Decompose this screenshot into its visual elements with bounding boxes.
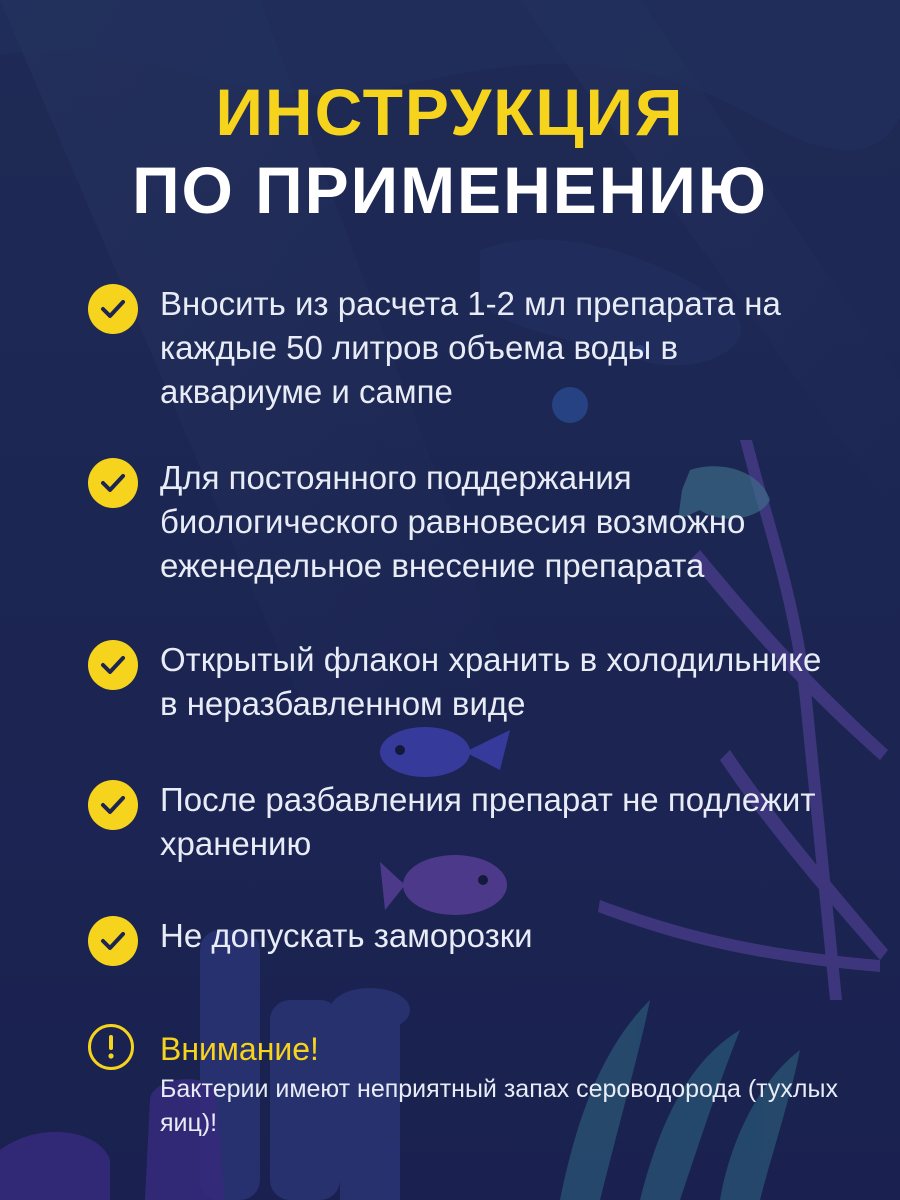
instruction-text: После разбавления препарат не подлежит хранению — [160, 781, 816, 862]
check-icon — [88, 916, 138, 966]
instruction-text: Открытый флакон хранить в холодильнике в неразбавленном виде — [160, 641, 822, 722]
exclamation-icon — [88, 1024, 134, 1070]
check-icon — [88, 640, 138, 690]
check-icon — [88, 780, 138, 830]
title-line-2: ПО ПРИМЕНЕНИЮ — [132, 153, 768, 227]
check-icon — [88, 284, 138, 334]
instruction-text: Для постоянного поддержания биологического равновесия возможно еженедельное внесение препарата — [160, 459, 746, 584]
title-line-1: ИНСТРУКЦИЯ — [215, 75, 685, 149]
instruction-text: Не допускать заморозки — [160, 917, 533, 954]
warning-title: Внимание! — [160, 1031, 319, 1067]
warning-text: Бактерии имеют неприятный запах сероводорода (тухлых яиц)! — [160, 1075, 838, 1137]
instruction-text: Вносить из расчета 1-2 мл препарата на каждые 50 литров объема воды в аквариуме и сампе — [160, 285, 781, 410]
check-icon — [88, 458, 138, 508]
